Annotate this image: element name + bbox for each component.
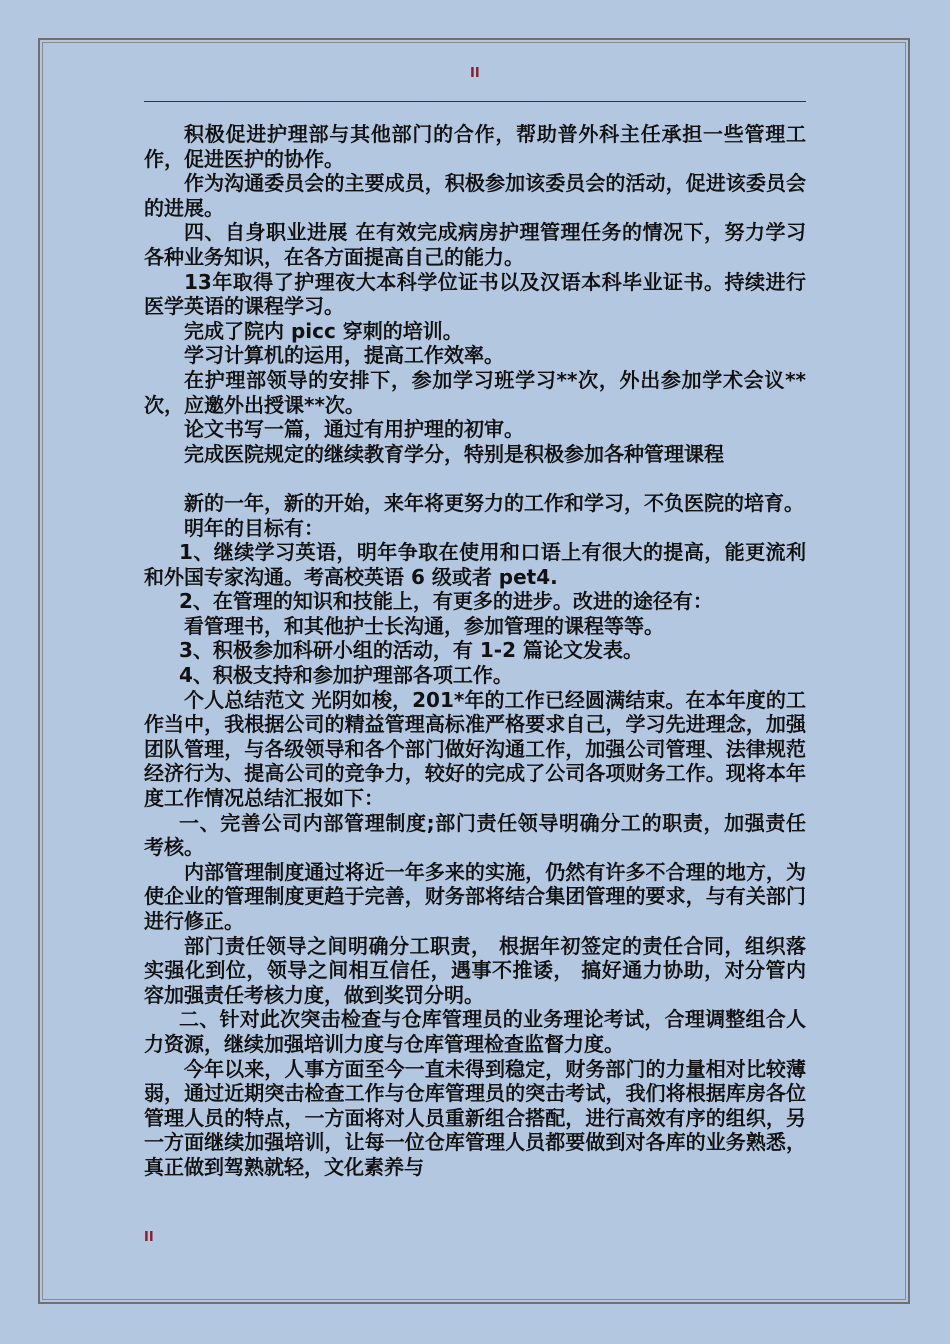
- paragraph: 完成医院规定的继续教育学分，特别是积极参加各种管理课程: [184, 441, 724, 466]
- paragraph: 完成了院内 picc 穿刺的培训。: [184, 318, 463, 343]
- paragraph: 四、自身职业进展 在有效完成病房护理管理任务的情况下，努力学习各种业务知识，在各方面提高自己的能力。: [144, 220, 806, 269]
- header-mark: II: [470, 66, 480, 81]
- paragraph: 4、积极支持和参加护理部各项工作。: [179, 663, 513, 688]
- header-rule: [144, 101, 806, 102]
- paragraph: 内部管理制度通过将近一年多来的实施，仍然有许多不合理的地方，为使企业的管理制度更趋于完善，财务部将结合集团管理的要求，与有关部门进行修正。: [144, 859, 806, 933]
- paragraph: 论文书写一篇，通过有用护理的初审。: [184, 417, 524, 442]
- paragraph: 今年以来，人事方面至今一直未得到稳定，财务部门的力量相对比较薄弱，通过近期突击检查工作与仓库管理员的突击考试，我们将根据库房各位管理人员的特点，一方面将对人员重新组合搭配，进行高效有序的组织，另一方面继续加强培训，让每一位仓库管理人员都要做到对各库的业务熟悉，真正做到驾熟就轻，文化素养与: [144, 1056, 806, 1179]
- paragraph: 在护理部领导的安排下，参加学习班学习**次，外出参加学术会议**次，应邀外出授课**次。: [144, 367, 806, 417]
- paragraph: 2、在管理的知识和技能上，有更多的进步。改进的途径有：: [179, 589, 713, 614]
- paragraph: 积极促进护理部与其他部门的合作，帮助普外科主任承担一些管理工作，促进医护的协作。: [144, 122, 806, 171]
- paragraph: 新的一年，新的开始，来年将更努力的工作和学习，不负医院的培育。: [184, 490, 804, 515]
- paragraph: 1、继续学习英语，明年争取在使用和口语上有很大的提高，能更流利和外国专家沟通。考高校英语 6 级或者 pet4.: [144, 540, 806, 589]
- paragraph: 3、积极参加科研小组的活动，有 1-2 篇论文发表。: [179, 638, 643, 663]
- paragraph: 作为沟通委员会的主要成员，积极参加该委员会的活动，促进该委员会的进展。: [144, 171, 806, 220]
- paragraph: 二、针对此次突击检查与仓库管理员的业务理论考试，合理调整组合人力资源，继续加强培训力度与仓库管理检查监督力度。: [144, 1007, 806, 1056]
- paragraph: 13年取得了护理夜大本科学位证书以及汉语本科毕业证书。持续进行医学英语的课程学习。: [144, 269, 806, 319]
- paragraph: 一、完善公司内部管理制度;部门责任领导明确分工的职责，加强责任考核。: [144, 810, 806, 860]
- footer-mark: II: [144, 1230, 154, 1245]
- document-body: [144, 122, 806, 1180]
- paragraph: 学习计算机的运用，提高工作效率。: [184, 343, 504, 368]
- paragraph: 个人总结范文 光阴如梭，201*年的工作已经圆满结束。在本年度的工作当中，我根据公司的精益管理高标准严格要求自己，学习先进理念，加强团队管理，与各级领导和各个部门做好沟通工作，加强公司管理、法律规范经济行为、提高公司的竞争力，较好的完成了公司各项财务工作。现将本年度工作情况总结汇报如下：: [144, 687, 806, 811]
- paragraph: 明年的目标有：: [184, 515, 324, 540]
- paragraph: 看管理书，和其他护士长沟通，参加管理的课程等等。: [184, 613, 664, 638]
- paragraph: 部门责任领导之间明确分工职责， 根据年初签定的责任合同，组织落实强化到位，领导之间相互信任，遇事不推诿， 搞好通力协助，对分管内容加强责任考核力度，做到奖罚分明。: [144, 933, 806, 1007]
